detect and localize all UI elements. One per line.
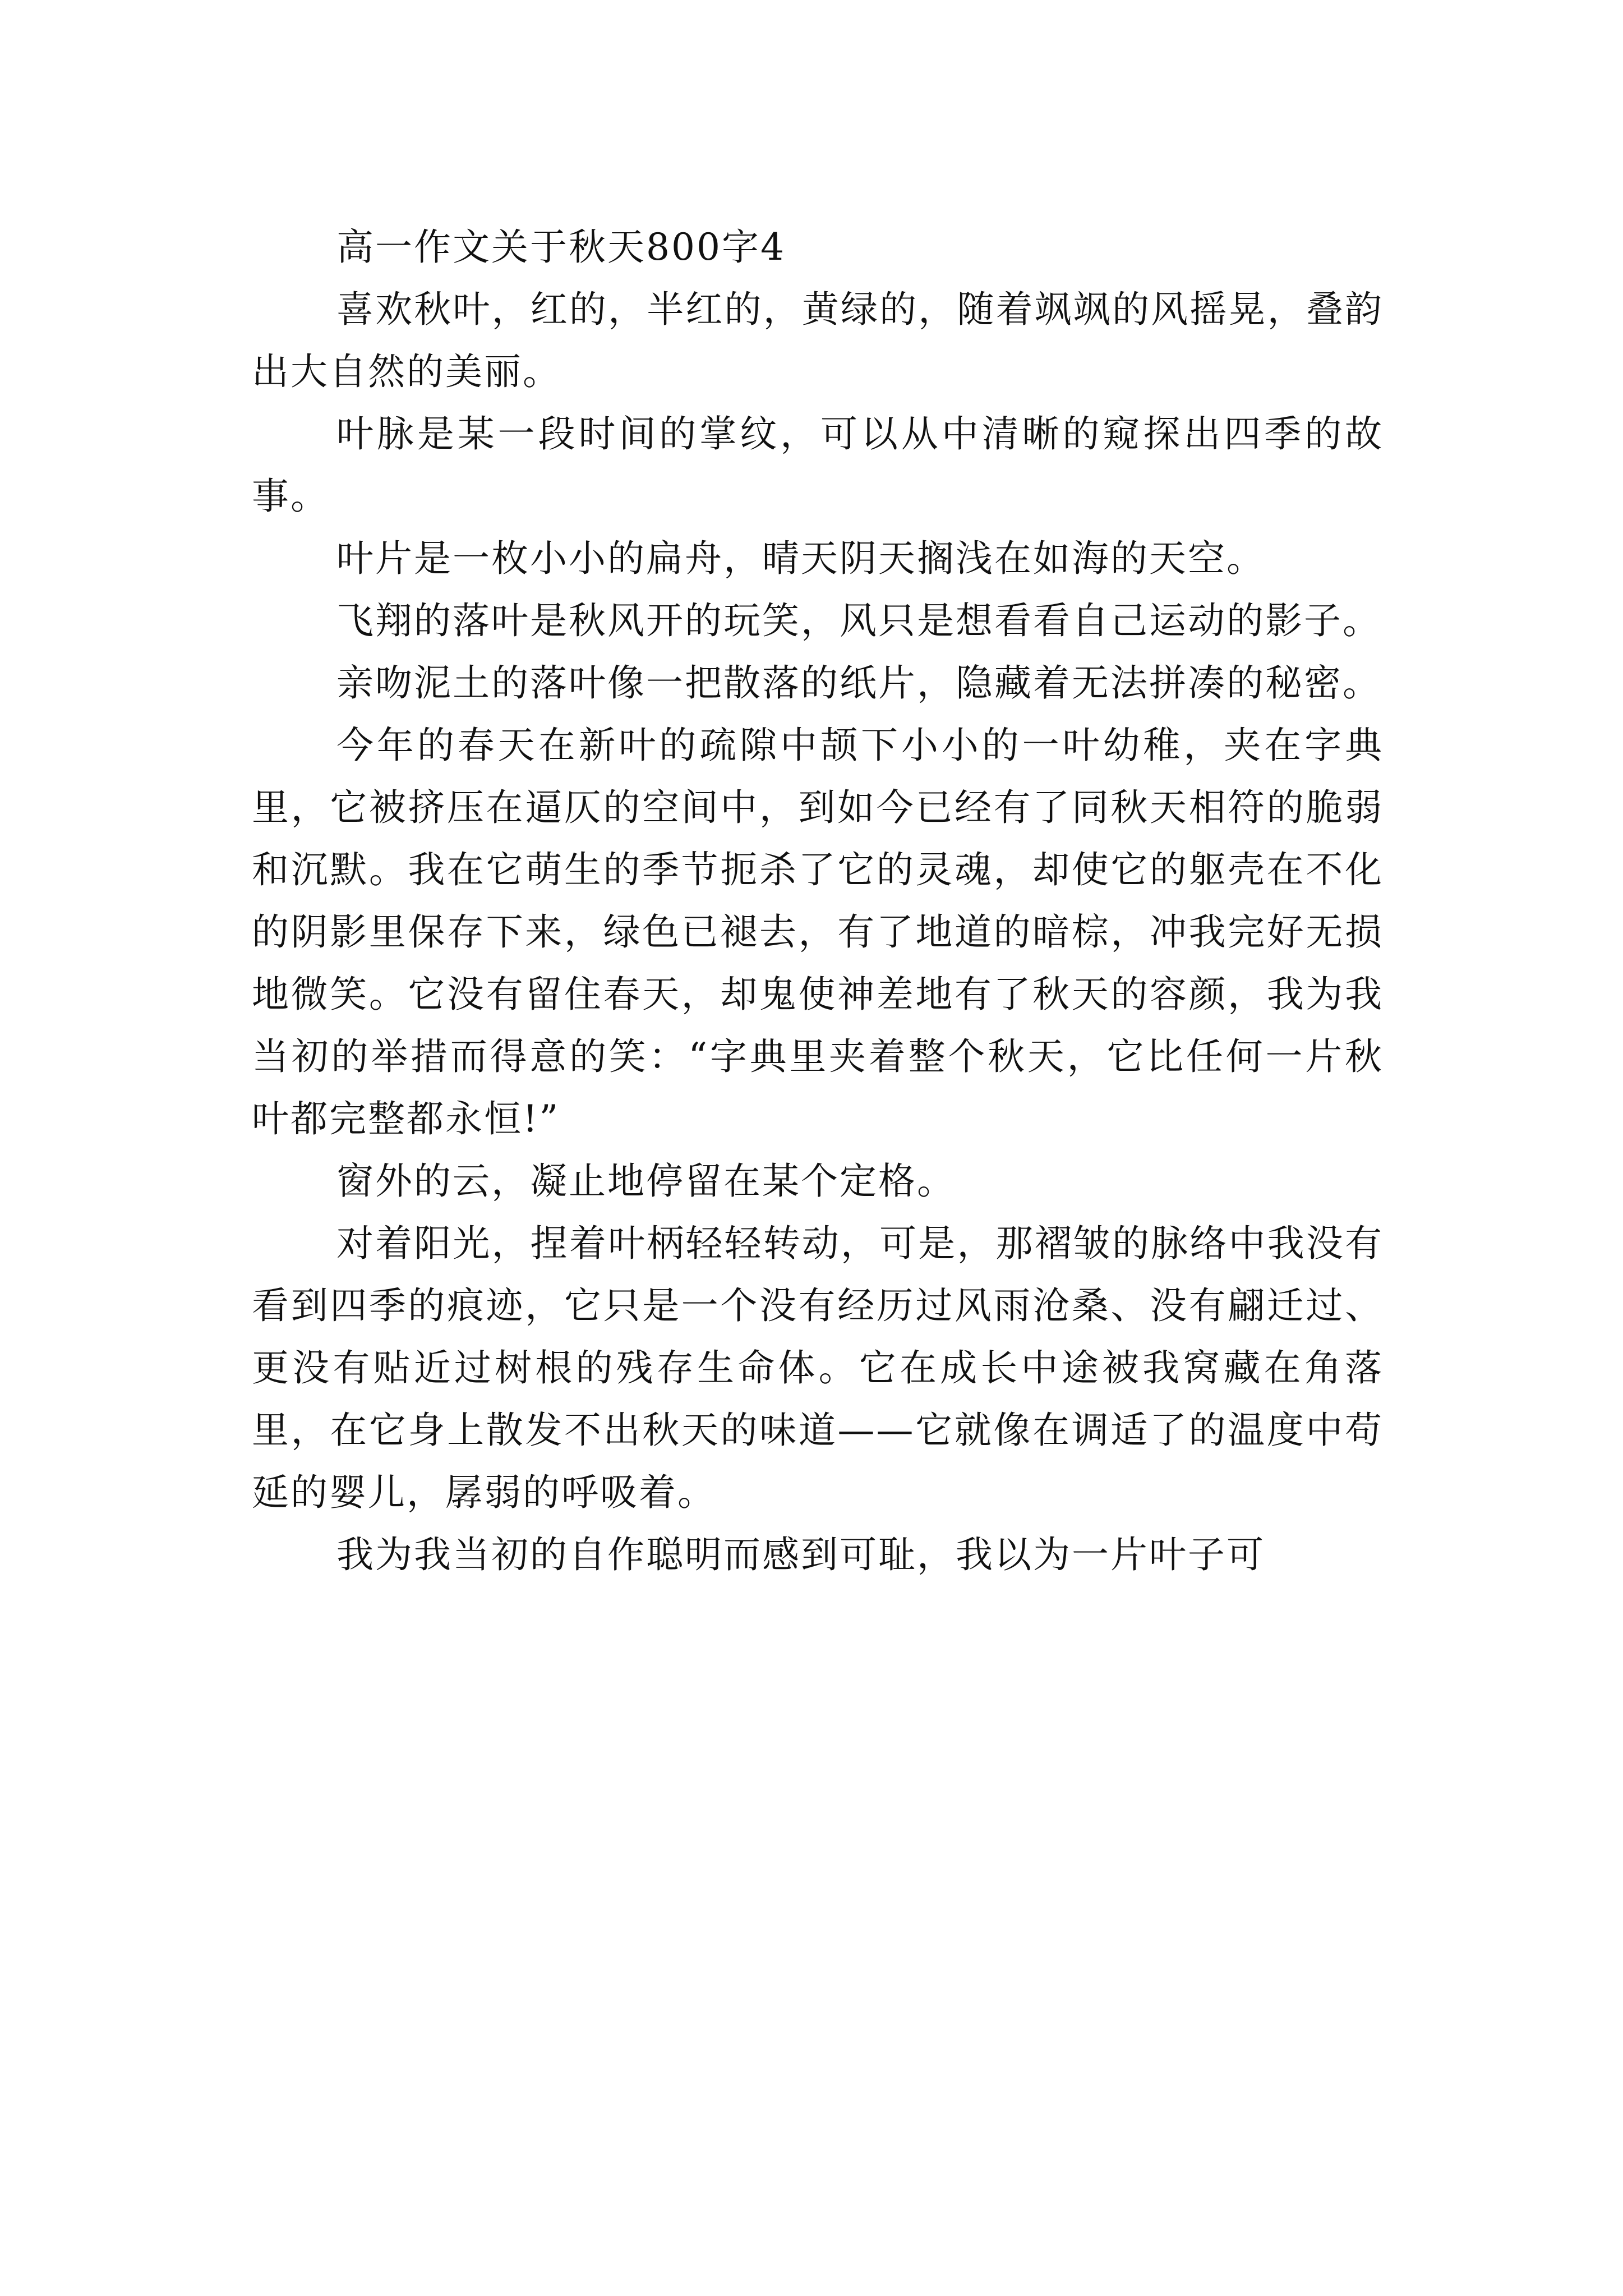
paragraph: 叶片是一枚小小的扁舟，晴天阴天搁浅在如海的天空。 bbox=[336, 537, 1265, 580]
paragraph: 亲吻泥土的落叶像一把散落的纸片，隐藏着无法拼凑的秘密。 bbox=[336, 661, 1381, 705]
paragraph: 今年的春天在新叶的疏隙中颉下小小的一叶幼稚，夹在字典里，它被挤压在逼仄的空间中，到如今已经有了同秋天相符的脆弱和沉默。我在它萌生的季节扼杀了它的灵魂，却使它的躯壳在不化的阴影里保存下来，绿色已褪去，有了地道的暗棕，冲我完好无损地微笑。它没有留住春天，却鬼使神差地有了秋天的容颜，我为我当初的举措而得意的笑：“字典里夹着整个秋天，它比任何一片秋叶都完整都永恒!” bbox=[252, 724, 1384, 1140]
paragraph: 飞翔的落叶是秋风开的玩笑，风只是想看看自己运动的影子。 bbox=[336, 599, 1381, 642]
essay-body bbox=[252, 216, 1384, 1586]
paragraph: 窗外的云，凝止地停留在某个定格。 bbox=[336, 1159, 956, 1203]
paragraph: 我为我当初的自作聪明而感到可耻，我以为一片叶子可 bbox=[336, 1533, 1265, 1576]
paragraph: 喜欢秋叶，红的，半红的，黄绿的，随着飒飒的风摇晃，叠韵出大自然的美丽。 bbox=[252, 288, 1384, 393]
paragraph: 叶脉是某一段时间的掌纹，可以从中清晰的窥探出四季的故事。 bbox=[252, 412, 1384, 518]
paragraph: 对着阳光，捏着叶柄轻轻转动，可是，那褶皱的脉络中我没有看到四季的痕迹，它只是一个没有经历过风雨沧桑、没有翩迁过、更没有贴近过树根的残存生命体。它在成长中途被我窝藏在角落里，在它身上散发不出秋天的味道——它就像在调适了的温度中苟延的婴儿，孱弱的呼吸着。 bbox=[252, 1222, 1384, 1514]
essay-title: 高一作文关于秋天800字4 bbox=[336, 226, 786, 269]
